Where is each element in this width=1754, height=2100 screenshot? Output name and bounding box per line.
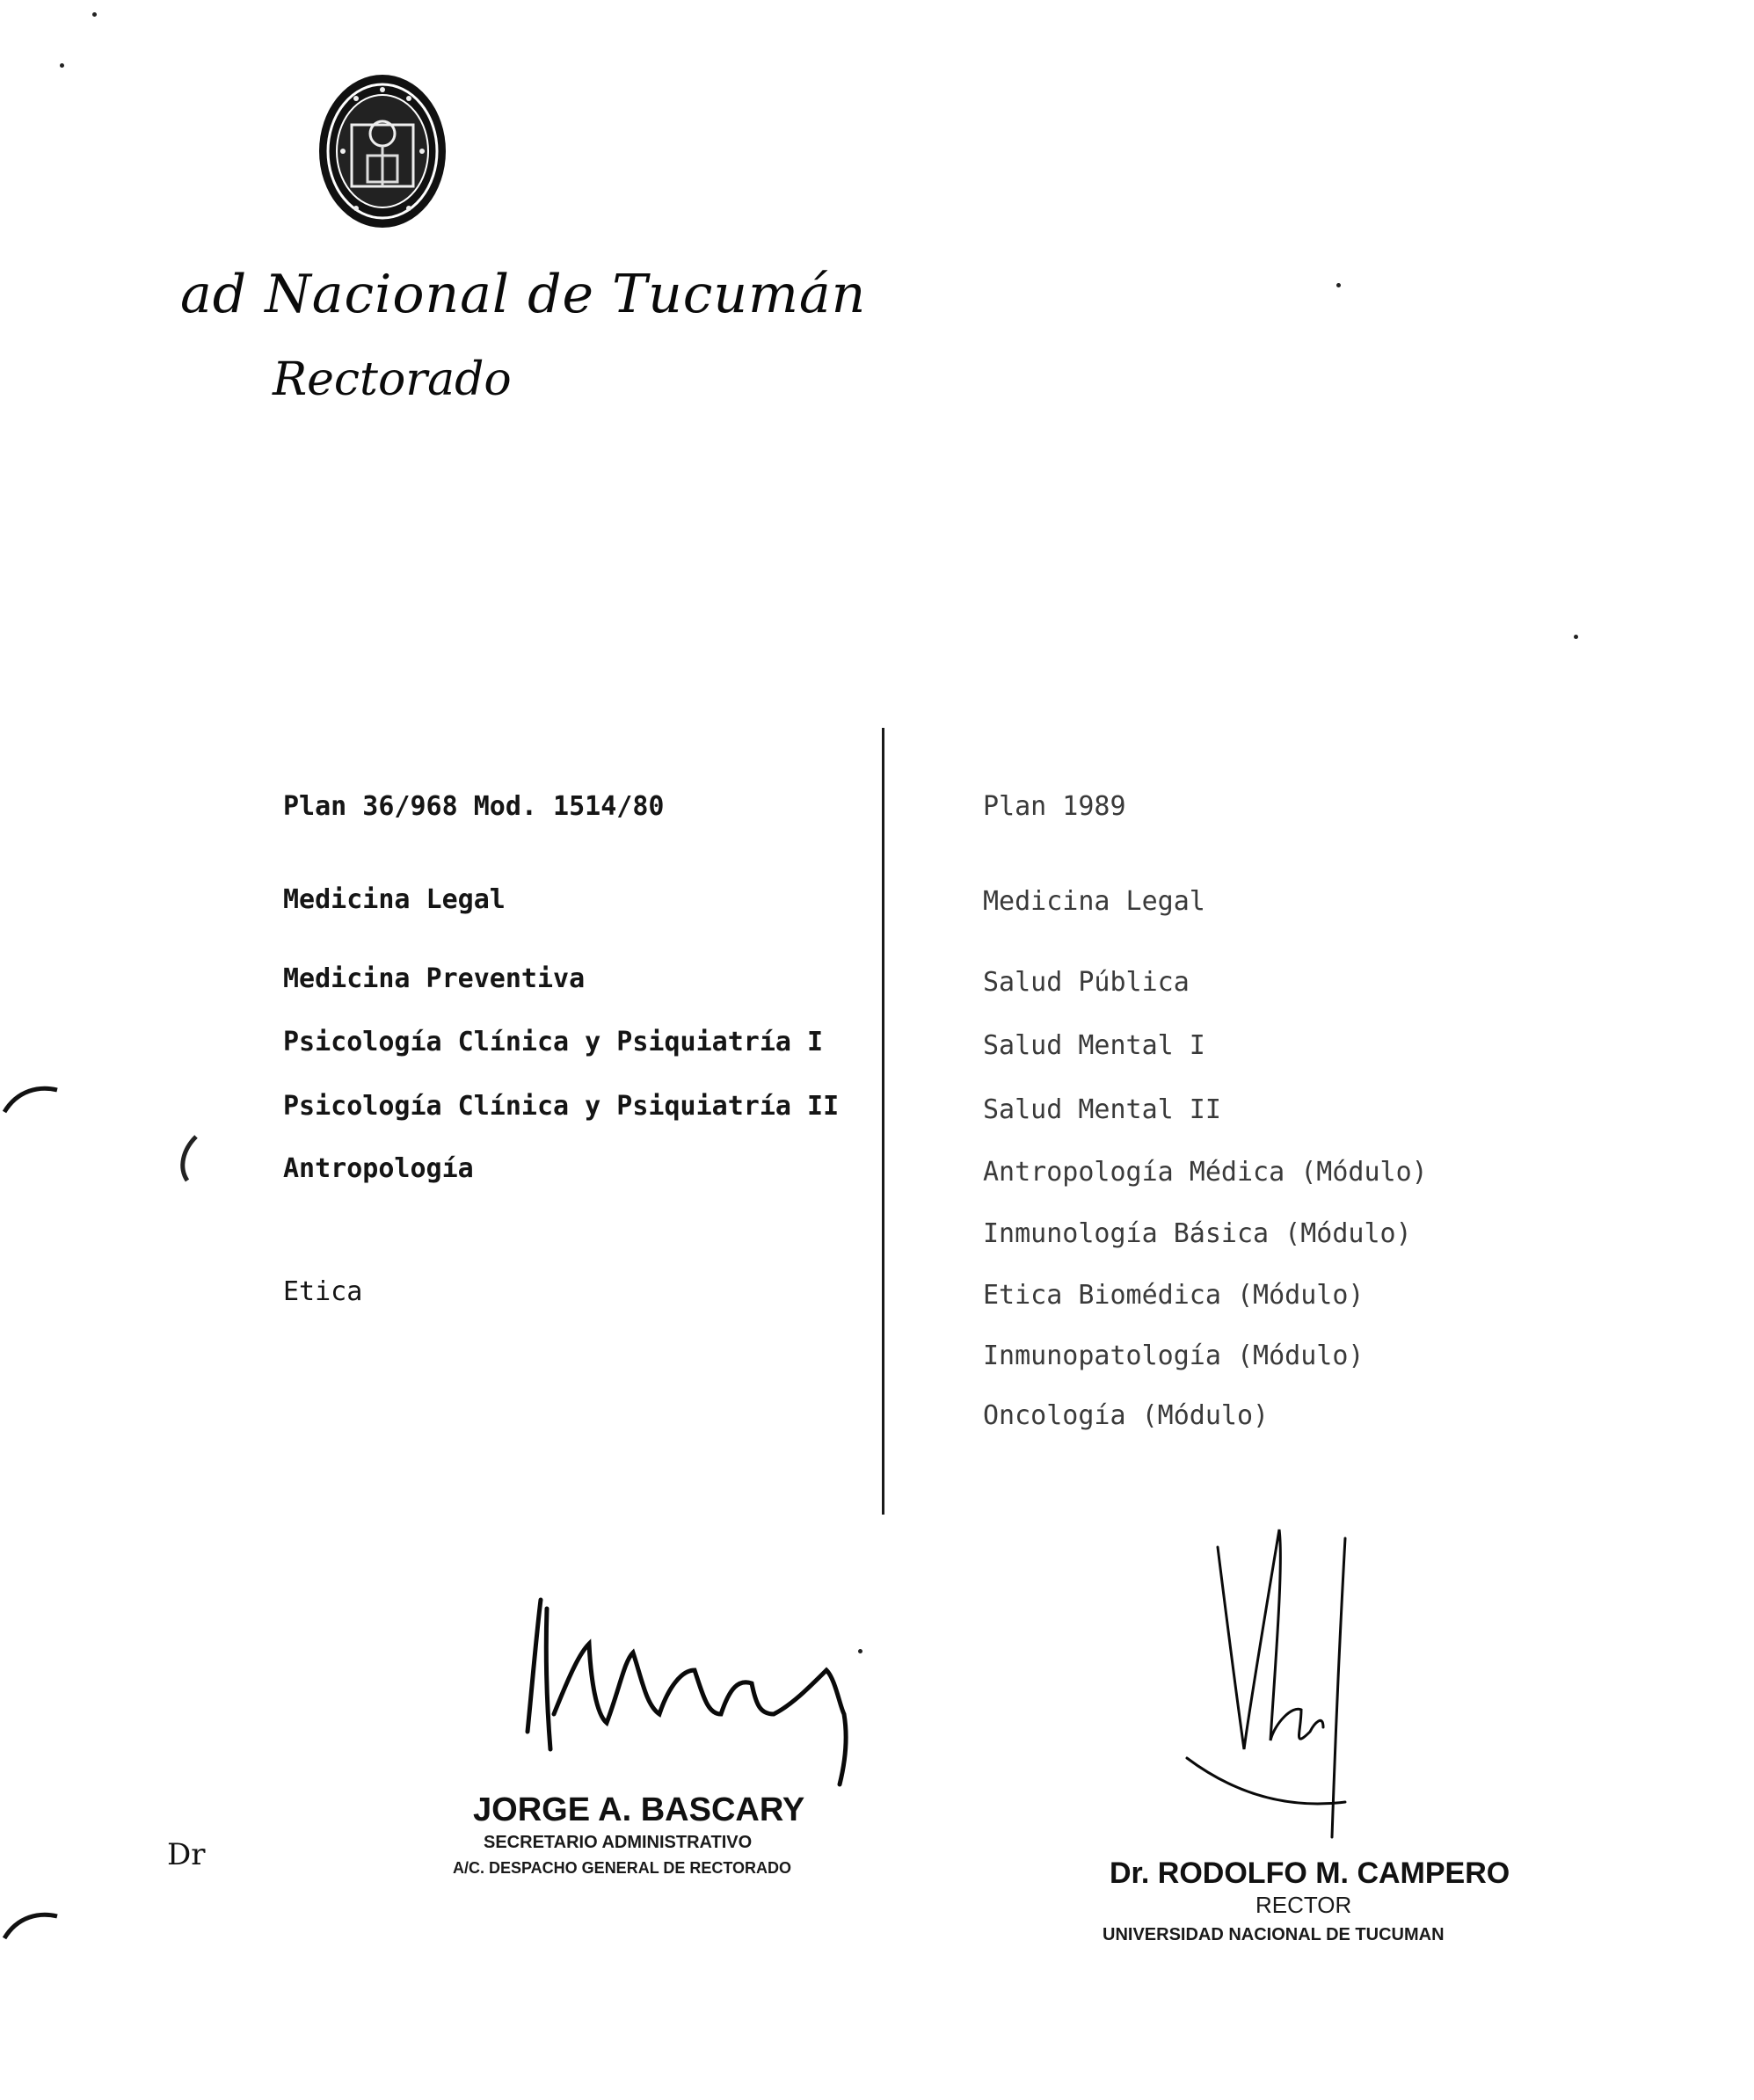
right-item: Salud Mental I [983, 1030, 1205, 1061]
office-name: Rectorado [273, 353, 512, 406]
left-item: Psicología Clínica y Psiquiatría I [283, 1027, 824, 1057]
signature-bascary [492, 1582, 879, 1793]
signature-right-name: Dr. RODOLFO M. CAMPERO [1110, 1857, 1510, 1890]
column-divider [882, 728, 884, 1515]
right-item: Inmunología Básica (Módulo) [983, 1218, 1412, 1249]
right-plan-header: Plan 1989 [983, 791, 1126, 822]
margin-mark-text: Dr [167, 1837, 206, 1872]
signature-right-office: UNIVERSIDAD NACIONAL DE TUCUMAN [1103, 1925, 1445, 1944]
left-item: Psicología Clínica y Psiquiatría II [283, 1091, 840, 1122]
right-item: Oncología (Módulo) [983, 1400, 1270, 1431]
speck-icon [1574, 635, 1578, 639]
signature-right-title: RECTOR [1255, 1892, 1352, 1918]
signature-left-name: JORGE A. BASCARY [473, 1791, 805, 1828]
signature-left-title: SECRETARIO ADMINISTRATIVO [484, 1833, 753, 1852]
margin-arc-icon [0, 1907, 62, 1946]
speck-icon [1336, 283, 1341, 287]
left-item: Etica [283, 1276, 363, 1307]
signature-campero [1169, 1512, 1416, 1846]
right-item: Medicina Legal [983, 886, 1205, 917]
margin-arc-icon [0, 1081, 62, 1120]
right-item: Inmunopatología (Módulo) [983, 1341, 1365, 1371]
speck-icon [92, 12, 97, 17]
right-item: Salud Pública [983, 967, 1190, 998]
right-item: Etica Biomédica (Módulo) [983, 1280, 1365, 1311]
signature-left-office: A/C. DESPACHO GENERAL DE RECTORADO [453, 1859, 792, 1877]
university-seal-icon [317, 72, 448, 230]
right-item: Antropología Médica (Módulo) [983, 1157, 1428, 1188]
left-item: Medicina Preventiva [283, 963, 586, 994]
right-item: Salud Mental II [983, 1094, 1221, 1125]
left-item: Medicina Legal [283, 884, 506, 915]
left-plan-header: Plan 36/968 Mod. 1514/80 [283, 791, 665, 822]
left-item: Antropología [283, 1153, 474, 1184]
speck-icon [60, 63, 64, 68]
speck-icon [858, 1649, 862, 1653]
margin-stroke-icon [174, 1132, 200, 1188]
university-name: ad Nacional de Tucumán [180, 264, 867, 325]
